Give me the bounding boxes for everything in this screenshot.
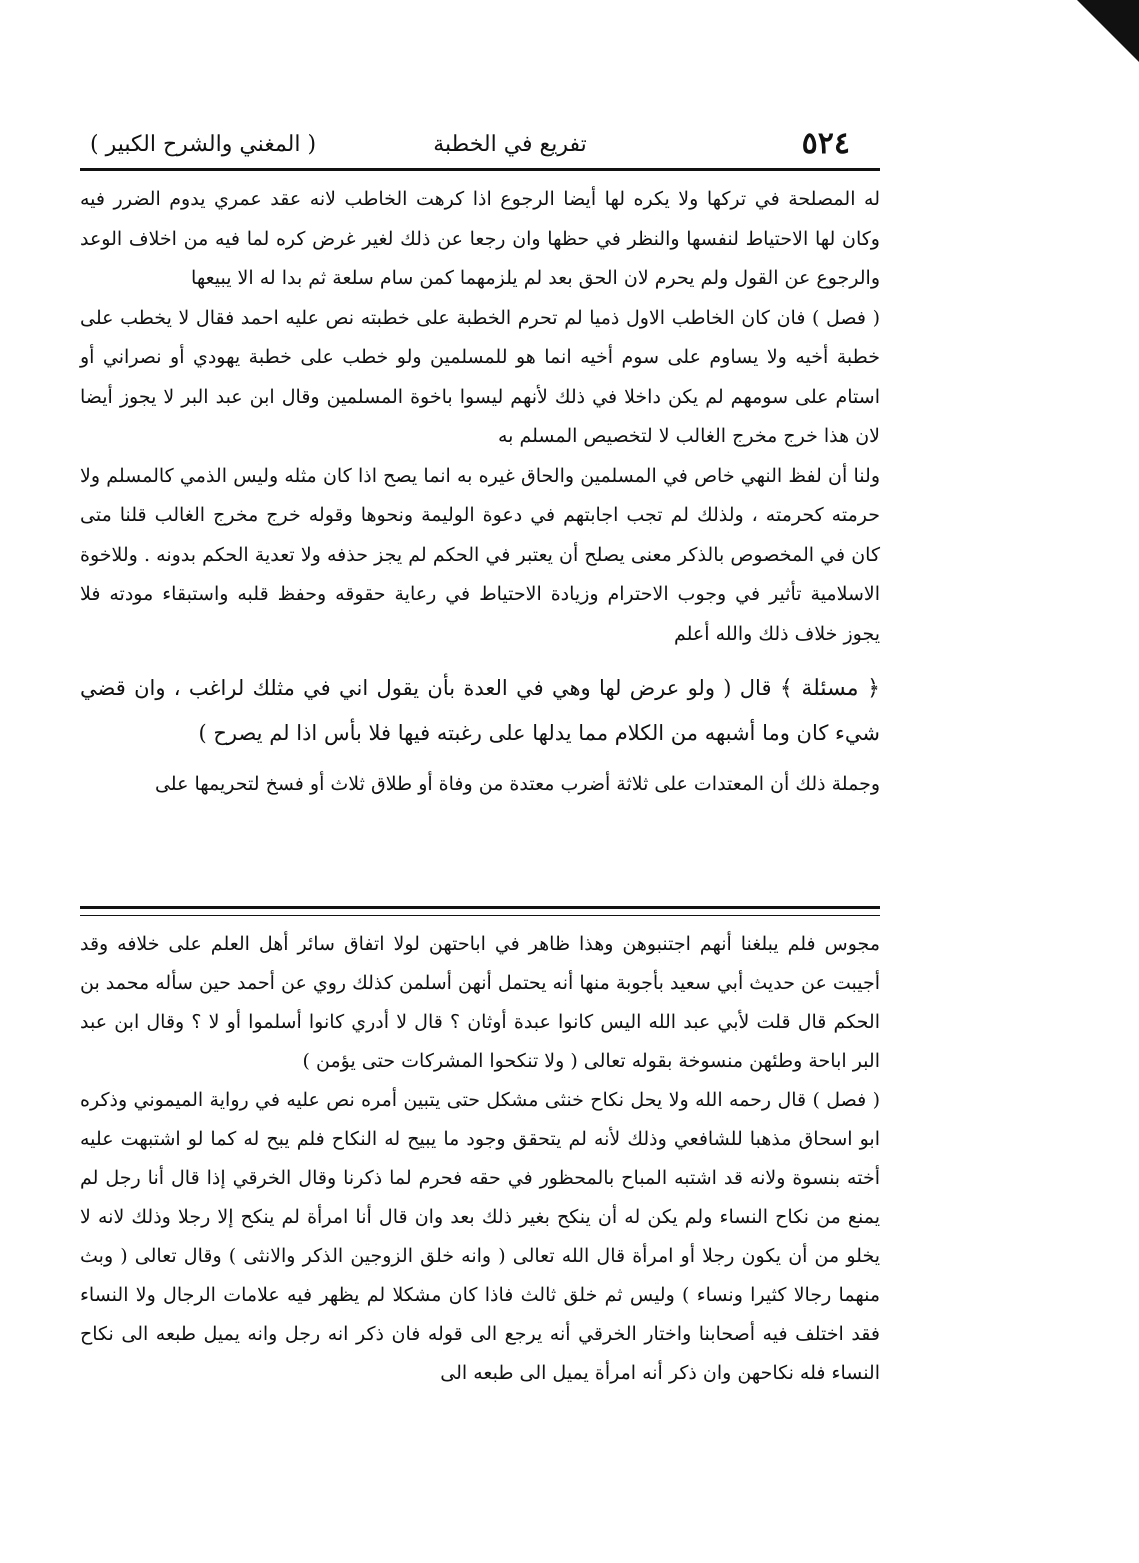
footnotes: [80, 925, 880, 1393]
footnote-paragraph: مجوس فلم يبلغنا أنهم اجتنبوهن وهذا ظاهر في اباحتهن لولا اتفاق سائر أهل العلم على خلافه وقد أجيبت عن حديث أبي سعيد بأجوبة منها أنه يحتمل أنهن أسلمن كذلك روي عن أحمد حين سأله محمد بن الحكم قال قلت لأبي عبد الله اليس كانوا عبدة أوثان ؟ قال لا أدري كانوا أسلموا أو لا ؟ وقال ابن عبد البر اباحة وطئهن منسوخة بقوله تعالى ( ولا تنكحوا المشركات حتى يؤمن ): [80, 933, 880, 1072]
paragraph: ( فصل ) فان كان الخاطب الاول ذميا لم تحرم الخطبة على خطبته نص عليه احمد فقال لا يخطب على خطبة أخيه ولا يساوم على سوم أخيه انما هو للمسلمين ولو خطب على خطبة يهودي أو نصراني أو استام على سومهم لم يكن داخلا في ذلك لأنهم ليسوا باخوة المسلمين وقال ابن عبد البر لا يجوز أيضا لان هذا خرج مخرج الغالب لا لتخصيص المسلم به: [80, 306, 880, 447]
page-number: ٥٢٤: [801, 126, 850, 161]
issue-text: قال ( ولو عرض لها وهي في العدة بأن يقول اني في مثلك لراغب ، وان قضي شيء كان وما أشبهه من الكلام مما يدلها على رغبته فيها فلا بأس اذا لم يصرح ): [80, 676, 880, 745]
footnote-paragraph: ( فصل ) قال رحمه الله ولا يحل نكاح خنثى مشكل حتى يتبين أمره نص عليه في رواية الميموني وذكره ابو اسحاق مذهبا للشافعي وذلك لأنه لم يتحقق وجود ما يبيح له النكاح فلم يبح له كما لو اشتبهت عليه أخته بنسوة ولانه قد اشتبه المباح بالمحظور في حقه فحرم لما ذكرنا وقال الخرقي إذا قال أنا رجل لم يمنع من نكاح النساء ولم يكن له أن ينكح بغير ذلك بعد وان قال أنا امرأة لم ينكح إلا رجلا وذلك لانه لا يخلو من أن يكون رجلا أو امرأة قال الله تعالى ( وانه خلق الزوجين الذكر والانثى ) وقال تعالى ( وبث منهما رجالا كثيرا ونساء ) وليس ثم خلق ثالث فاذا كان مشكلا لم يظهر فيه علامات الرجال ولا النساء فقد اختلف فيه أصحابنا واختار الخرقي أنه يرجع الى قوله فان ذكر انه رجل وانه يميل طبعه الى نكاح النساء فله نكاحهن وان ذكر أنه امرأة يميل الى طبعه الى: [80, 1089, 880, 1384]
book-title: ( المغني والشرح الكبير ): [90, 132, 317, 157]
chapter-title: تفريع في الخطبة: [433, 132, 587, 157]
footnote-divider: [80, 906, 880, 916]
corner-mark: [1077, 0, 1139, 62]
page-header: [80, 120, 880, 172]
paragraph: ولنا أن لفظ النهي خاص في المسلمين والحاق غيره به انما يصح اذا كان مثله وليس الذمي كالمسلم ولا حرمته كحرمته ، ولذلك لم تجب اجابتهم في دعوة الوليمة ونحوها وقوله خرج مخرج الغالب قلنا متى كان في المخصوص بالذكر معنى يصلح أن يعتبر في الحكم لم يجز حذفه ولا تعدية الحكم بدونه . وللاخوة الاسلامية تأثير في وجوب الاحترام وزيادة الاحتياط في رعاية حقوقه وحفظ قلبه واستبقاء مودته فلا يجوز خلاف ذلك والله أعلم: [80, 464, 880, 645]
main-text: [80, 180, 880, 805]
paragraph: وجملة ذلك أن المعتدات على ثلاثة أضرب معتدة من وفاة أو طلاق ثلاث أو فسخ لتحريمها على: [154, 773, 880, 795]
header-rule: [80, 168, 880, 171]
paragraph: له المصلحة في تركها ولا يكره لها أيضا الرجوع اذا كرهت الخاطب لانه عقد عمري يدوم الضرر فيه وكان لها الاحتياط لنفسها والنظر في حظها وان رجعا عن ذلك لغير غرض كره لما فيه من اخلاف الوعد والرجوع عن القول ولم يحرم لان الحق بعد لم يلزمهما كمن سام سلعة ثم بدا له الا يبيعها: [80, 188, 880, 289]
issue-paragraph: [80, 666, 880, 755]
issue-label: ﴿ مسئلة ﴾: [779, 676, 881, 701]
